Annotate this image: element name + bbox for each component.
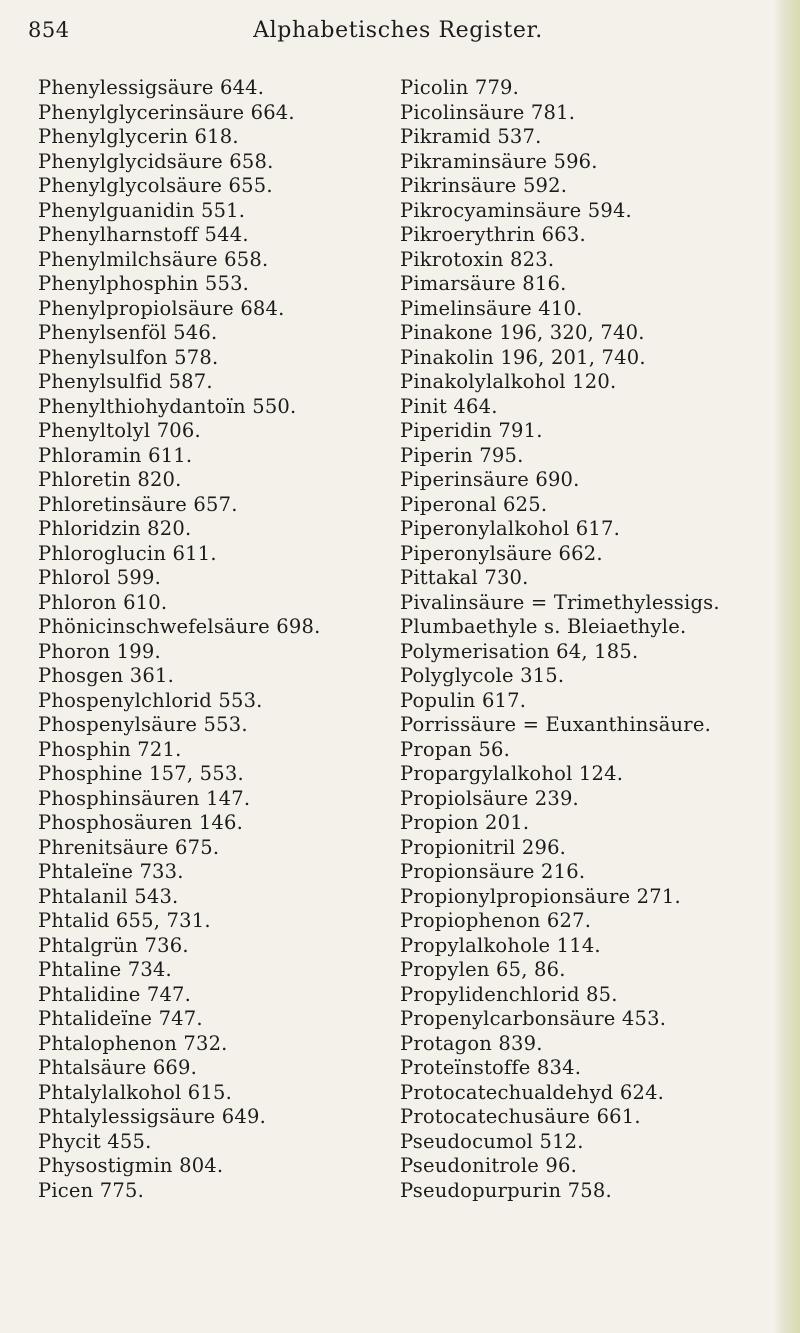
index-entry: Pivalinsäure = Trimethylessigs. <box>400 590 720 614</box>
index-entry: Pinakolin 196, 201, 740. <box>400 345 646 369</box>
index-entry: Propargylalkohol 124. <box>400 762 624 785</box>
index-entry: Phenylglycolsäure 655. <box>38 174 273 197</box>
running-title: Alphabetisches Register. <box>253 18 543 43</box>
index-entry: Proteïnstoffe 834. <box>400 1056 582 1079</box>
index-entry: Phloroglucin 611. <box>38 541 217 565</box>
index-entry: Pittakal 730. <box>400 566 529 589</box>
index-entry: Phtalsäure 669. <box>38 1056 198 1079</box>
index-entry: Phloretinsäure 657. <box>38 492 238 516</box>
index-entry: Phtalophenon 732. <box>38 1031 228 1055</box>
index-entry: Phönicinschwefelsäure 698. <box>38 615 321 638</box>
index-entry: Phospenylchlorid 553. <box>38 688 263 712</box>
index-entry: Phenylessigsäure 644. <box>38 76 265 99</box>
index-entry: Pinit 464. <box>400 394 498 418</box>
index-entry: Phosphin 721. <box>38 737 182 761</box>
index-entry: Phenylsulfon 578. <box>38 345 219 369</box>
index-entry: Propenylcarbonsäure 453. <box>400 1007 667 1030</box>
index-entry: Pinakone 196, 320, 740. <box>400 321 645 344</box>
index-entry: Phoron 199. <box>38 639 161 663</box>
index-entry: Protocatechusäure 661. <box>400 1105 641 1128</box>
index-entry: Pimarsäure 816. <box>400 272 567 295</box>
index-entry: Pseudonitrole 96. <box>400 1154 578 1177</box>
index-entry: Phtalid 655, 731. <box>38 909 211 932</box>
index-entry: Phenylpropiolsäure 684. <box>38 296 285 320</box>
index-entry: Picolinsäure 781. <box>400 100 576 124</box>
index-entry: Propan 56. <box>400 737 511 761</box>
index-entry: Phenylharnstoff 544. <box>38 223 249 246</box>
index-entry: Propylen 65, 86. <box>400 958 566 981</box>
index-entry: Picen 775. <box>38 1178 144 1202</box>
index-entry: Pseudopurpurin 758. <box>400 1178 612 1202</box>
index-entry: Phtalylessigsäure 649. <box>38 1105 266 1128</box>
index-entry: Pimelinsäure 410. <box>400 296 583 320</box>
index-entry: Phtaleïne 733. <box>38 860 184 883</box>
index-entry: Picolin 779. <box>400 76 520 99</box>
index-entry: Pikrocyaminsäure 594. <box>400 198 632 222</box>
index-entry: Phtaline 734. <box>38 958 172 981</box>
index-entry: Phenyltolyl 706. <box>38 419 201 442</box>
index-entry: Phospenylsäure 553. <box>38 713 248 736</box>
index-entry: Pikraminsäure 596. <box>400 149 598 173</box>
index-entry: Propiophenon 627. <box>400 909 592 932</box>
index-entry: Pinakolylalkohol 120. <box>400 370 617 393</box>
index-entry: Pikroerythrin 663. <box>400 223 586 246</box>
index-entry: Phenylmilchsäure 658. <box>38 247 269 271</box>
index-entry: Propion 201. <box>400 811 530 834</box>
index-entry: Pikrotoxin 823. <box>400 247 555 271</box>
index-entry: Phenylsulfid 587. <box>38 370 213 393</box>
index-columns <box>38 76 778 1202</box>
index-entry: Phenylglycerin 618. <box>38 125 239 148</box>
index-entry: Propionsäure 216. <box>400 860 586 883</box>
index-entry: Phlorol 599. <box>38 566 161 589</box>
index-entry: Polymerisation 64, 185. <box>400 639 639 663</box>
index-entry: Phtalgrün 736. <box>38 933 189 957</box>
index-entry: Porrissäure = Euxanthinsäure. <box>400 713 711 736</box>
index-entry: Phtalidine 747. <box>38 982 192 1006</box>
index-entry: Phosphinsäuren 147. <box>38 786 251 810</box>
index-entry: Pseudocumol 512. <box>400 1129 584 1153</box>
index-entry: Piperonylsäure 662. <box>400 541 603 565</box>
index-entry: Phrenitsäure 675. <box>38 835 220 859</box>
index-entry: Protagon 839. <box>400 1031 543 1055</box>
index-entry: Plumbaethyle s. Bleiaethyle. <box>400 615 687 638</box>
index-entry: Phloridzin 820. <box>38 517 192 540</box>
index-entry: Phenylsenföl 546. <box>38 321 218 344</box>
index-entry: Propiolsäure 239. <box>400 786 579 810</box>
index-entry: Phtalylalkohol 615. <box>38 1080 233 1104</box>
index-entry: Pikrinsäure 592. <box>400 174 568 197</box>
index-entry: Phloretin 820. <box>38 468 182 491</box>
index-entry: Phosphosäuren 146. <box>38 811 244 834</box>
index-entry: Phenylglycerinsäure 664. <box>38 100 295 124</box>
index-entry: Phloramin 611. <box>38 443 193 467</box>
index-entry: Propionylpropionsäure 271. <box>400 884 681 908</box>
index-entry: Propionitril 296. <box>400 835 567 859</box>
index-entry: Phtalanil 543. <box>38 884 179 908</box>
index-entry: Piperidin 791. <box>400 419 543 442</box>
index-entry: Phosgen 361. <box>38 664 175 687</box>
index-entry: Phenylphosphin 553. <box>38 272 250 295</box>
index-entry: Propylidenchlorid 85. <box>400 982 618 1006</box>
index-entry: Phenylglycidsäure 658. <box>38 149 274 173</box>
index-entry: Physostigmin 804. <box>38 1154 224 1177</box>
index-entry: Phenylthiohydantoïn 550. <box>38 394 297 418</box>
page-header <box>28 18 768 52</box>
index-entry: Phloron 610. <box>38 590 168 614</box>
index-column-right <box>400 76 790 1203</box>
index-entry: Pikramid 537. <box>400 125 542 148</box>
index-entry: Phenylguanidin 551. <box>38 198 246 222</box>
index-entry: Piperinsäure 690. <box>400 468 580 491</box>
index-entry: Propylalkohole 114. <box>400 933 601 957</box>
index-entry: Phycit 455. <box>38 1129 152 1153</box>
index-entry: Piperin 795. <box>400 443 524 467</box>
index-entry: Piperonylalkohol 617. <box>400 517 621 540</box>
index-entry: Phtalideïne 747. <box>38 1007 203 1030</box>
index-entry: Piperonal 625. <box>400 492 548 516</box>
page-number: 854 <box>28 18 70 42</box>
index-entry: Protocatechualdehyd 624. <box>400 1080 665 1104</box>
index-entry: Populin 617. <box>400 688 527 712</box>
index-entry: Polyglycole 315. <box>400 664 565 687</box>
index-column-left <box>38 76 388 1203</box>
index-entry: Phosphine 157, 553. <box>38 762 244 785</box>
